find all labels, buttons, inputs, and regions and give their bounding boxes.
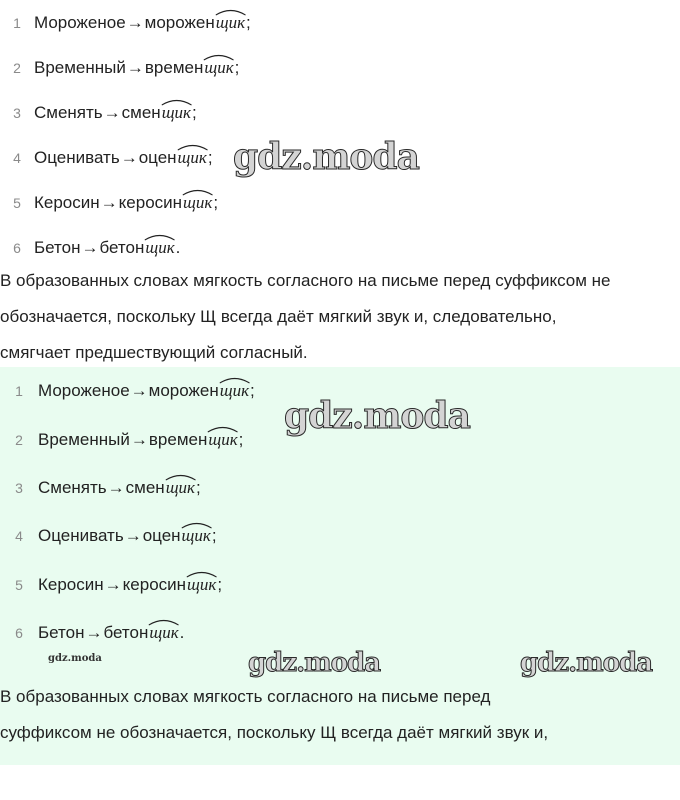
arrow-icon: → (107, 477, 125, 497)
watermark-logo: gdz.moda (520, 648, 653, 678)
paragraph-line: смягчает предшествующий согласный. (0, 343, 308, 362)
suffix-arc-icon (219, 377, 250, 384)
suffix-text: щик (145, 237, 175, 257)
base-word: Бетон (38, 623, 85, 643)
suffix-mark (182, 193, 213, 213)
suffix-arc-icon (165, 474, 196, 481)
item-end: ; (191, 102, 197, 122)
suffix-text: щик (219, 381, 250, 401)
paragraph-line: суффиксом не обозначается, поскольку Щ всегда даёт мягкий звук и, (0, 723, 549, 742)
derived-stem: бетон (103, 623, 149, 643)
suffix-arc-icon (207, 426, 238, 433)
watermark-logo: gdz.moda (248, 648, 381, 678)
suffix-arc-icon (148, 619, 179, 626)
derived-stem: смен (121, 102, 161, 122)
explanation-paragraph (0, 263, 680, 371)
base-word: Оценивать (34, 147, 120, 167)
item-end: ; (207, 147, 213, 167)
derived-stem: морожен (148, 381, 219, 401)
item-number: 5 (15, 576, 23, 593)
suffix-text: щик (183, 192, 213, 212)
item-end: . (175, 237, 181, 257)
item-end: ; (211, 526, 217, 546)
arrow-icon: → (85, 623, 103, 643)
arrow-icon: → (120, 147, 138, 167)
list-item (0, 45, 680, 90)
suffix-arc-icon (181, 522, 212, 529)
suffix-mark (215, 13, 246, 33)
paragraph-line: В образованных словах мягкость согласного на письме перед (0, 687, 491, 706)
item-number: 6 (13, 239, 21, 256)
suffix-arc-icon (186, 571, 217, 578)
item-end: ; (195, 477, 201, 497)
base-word: Временный (38, 429, 130, 449)
derived-stem: оцен (142, 526, 181, 546)
suffix-mark (161, 103, 192, 123)
suffix-text: щик (177, 147, 207, 167)
item-end: ; (217, 574, 223, 594)
list-item (0, 180, 680, 225)
base-word: Бетон (34, 237, 81, 257)
arrow-icon: → (100, 192, 118, 212)
suffix-mark (177, 148, 208, 168)
item-end: ; (250, 381, 255, 401)
item-number: 4 (13, 149, 21, 166)
base-word: Сменять (34, 102, 103, 122)
suffix-mark (148, 623, 179, 643)
item-number: 2 (15, 431, 23, 448)
item-end: ; (213, 192, 219, 212)
paragraph-line: В образованных словах мягкость согласного на письме перед суффиксом не (0, 271, 611, 290)
suffix-text: щик (149, 623, 179, 643)
suffix-text: щик (161, 102, 191, 122)
watermark-logo: gdz.moda (284, 395, 470, 437)
list-item (0, 512, 680, 560)
derived-stem: бетон (99, 237, 145, 257)
arrow-icon: → (104, 574, 122, 594)
suffix-arc-icon (182, 189, 213, 196)
item-number: 4 (15, 528, 23, 545)
derived-stem: керосин (118, 192, 183, 212)
watermark-logo: gdz.moda (233, 136, 419, 178)
item-end: ; (238, 429, 244, 449)
item-number: 3 (15, 479, 23, 496)
suffix-mark (181, 526, 212, 546)
arrow-icon: → (103, 102, 121, 122)
watermark-logo: gdz.moda (48, 653, 102, 664)
base-word: Сменять (38, 477, 107, 497)
suffix-text: щик (187, 574, 217, 594)
item-number: 6 (15, 625, 23, 642)
suffix-mark (144, 238, 175, 258)
answer-block-1 (0, 0, 680, 371)
suffix-text: щик (165, 477, 195, 497)
arrow-icon: → (130, 429, 148, 449)
arrow-icon: → (130, 381, 148, 401)
derived-stem: оцен (138, 147, 177, 167)
suffix-arc-icon (203, 54, 234, 61)
item-number: 1 (13, 14, 21, 31)
list-item (0, 0, 680, 45)
derived-stem: керосин (122, 574, 187, 594)
list-item (0, 561, 680, 609)
list-item (0, 225, 680, 270)
arrow-icon: → (81, 237, 99, 257)
arrow-icon: → (124, 526, 142, 546)
item-end: ; (234, 57, 240, 77)
item-number: 2 (13, 59, 21, 76)
list-item (0, 464, 680, 512)
item-number: 5 (13, 194, 21, 211)
arrow-icon: → (126, 12, 144, 32)
suffix-mark (203, 58, 234, 78)
suffix-arc-icon (144, 234, 175, 241)
suffix-text: щик (204, 57, 234, 77)
suffix-text: щик (208, 429, 238, 449)
derived-stem: времен (148, 429, 208, 449)
suffix-arc-icon (215, 9, 246, 16)
base-word: Мороженое (38, 381, 130, 401)
suffix-mark (207, 430, 238, 450)
item-end: ; (246, 12, 251, 32)
base-word: Мороженое (34, 12, 126, 32)
suffix-mark (165, 478, 196, 498)
answer-block-2 (0, 367, 680, 765)
paragraph-line: обозначается, поскольку Щ всегда даёт мягкий звук и, следовательно, (0, 307, 557, 326)
suffix-mark (219, 381, 250, 401)
suffix-arc-icon (177, 144, 208, 151)
explanation-paragraph (0, 679, 548, 751)
suffix-mark (186, 575, 217, 595)
arrow-icon: → (126, 57, 144, 77)
base-word: Оценивать (38, 526, 124, 546)
base-word: Временный (34, 57, 126, 77)
item-number: 3 (13, 104, 21, 121)
derived-stem: смен (125, 477, 165, 497)
list-item (0, 90, 680, 135)
word-formation-list (0, 0, 680, 270)
base-word: Керосин (34, 192, 100, 212)
suffix-arc-icon (161, 99, 192, 106)
derived-stem: морожен (144, 12, 215, 32)
base-word: Керосин (38, 574, 104, 594)
derived-stem: времен (144, 57, 204, 77)
item-end: . (179, 623, 185, 643)
item-number: 1 (15, 383, 23, 400)
suffix-text: щик (215, 12, 246, 32)
suffix-text: щик (181, 526, 211, 546)
